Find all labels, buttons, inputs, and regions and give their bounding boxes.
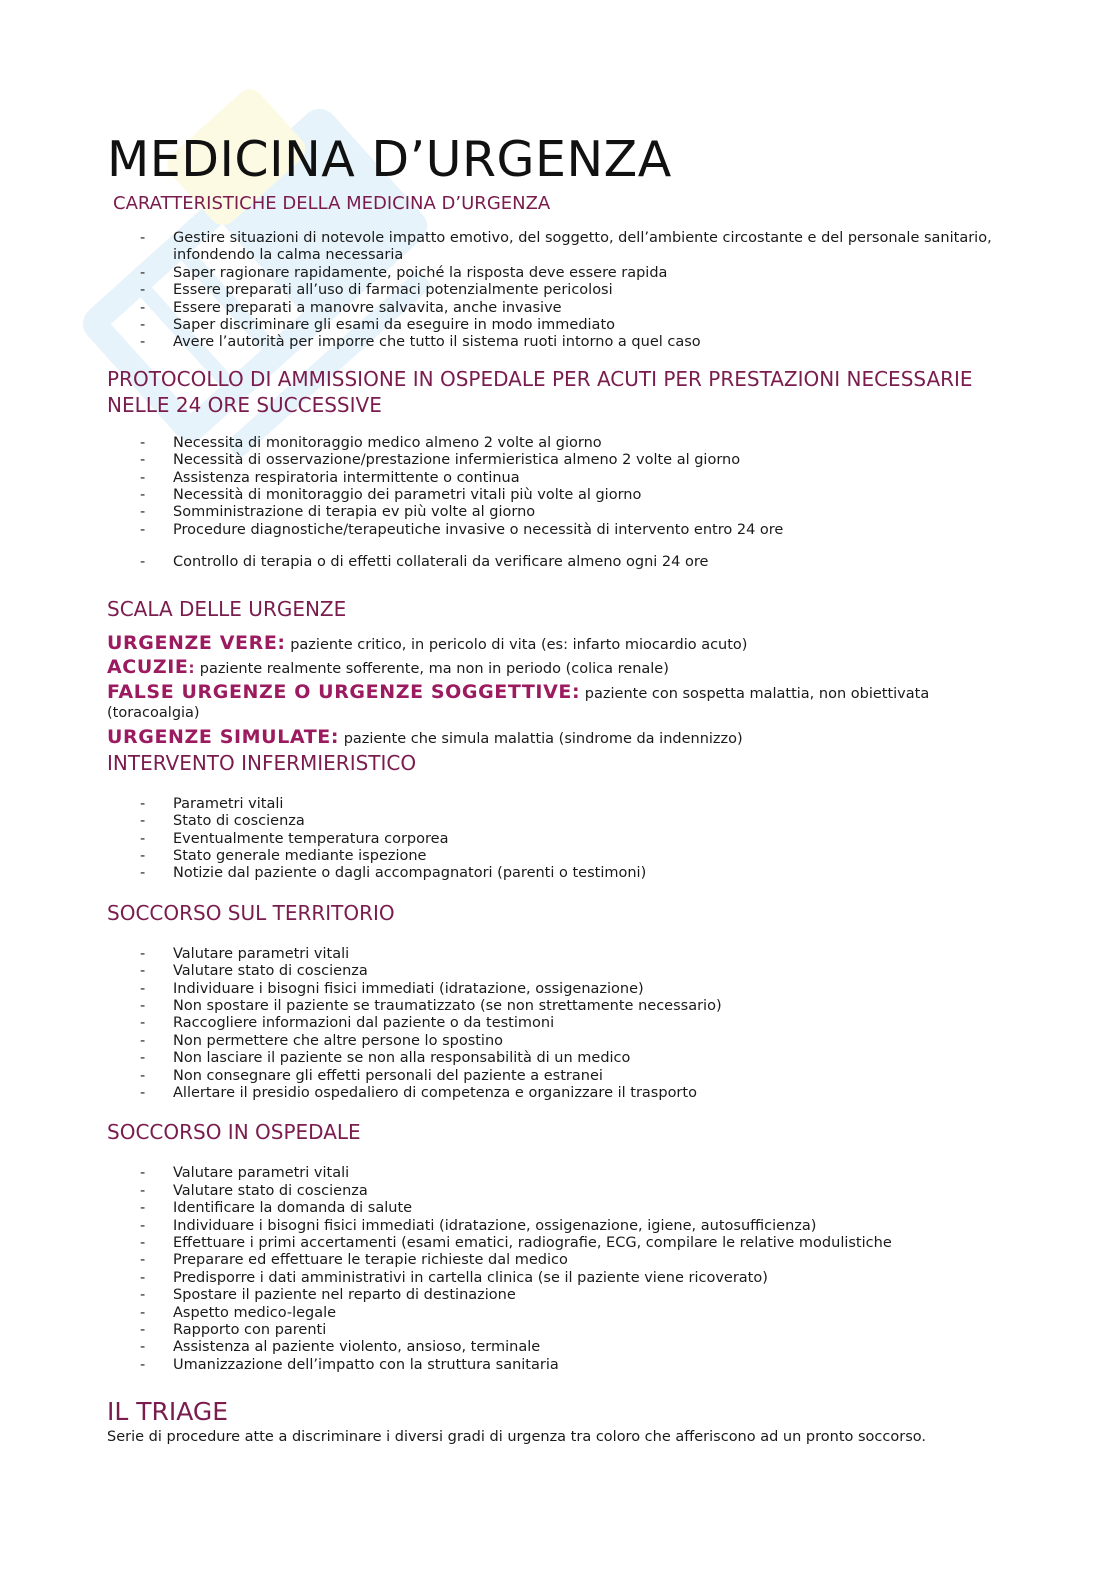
urgency-term: FALSE URGENZE O URGENZE SOGGETTIVE: [107,680,581,703]
list-item: - Stato di coscienza [173,813,1007,830]
urgency-entry-acuzie [107,656,1007,680]
list-territorio [107,946,1007,1103]
list-item: - Eventualmente temperatura corporea [173,831,1007,848]
section-heading-protocollo: PROTOCOLLO DI AMMISSIONE IN OSPEDALE PER ACUTI PER PRESTAZIONI NECESSARIE NELLE 24 ORE SUCCESSIVE [107,366,973,417]
list-item: - Gestire situazioni di notevole impatto emotivo, del soggetto, dell’ambiente circostante e del personale sanitario, infondendo la calma necessaria [173,230,1007,265]
section-heading-ospedale: SOCCORSO IN OSPEDALE [107,1120,361,1145]
list-item: - Somministrazione di terapia ev più volte al giorno [173,504,1007,521]
list-item: - Effettuare i primi accertamenti (esami ematici, radiografie, ECG, compilare le relative modulistiche [173,1235,1007,1252]
list-item: - Non permettere che altre persone lo spostino [173,1033,1007,1050]
list-item: - Valutare parametri vitali [173,1165,1007,1182]
list-item: - Avere l’autorità per imporre che tutto il sistema ruoti intorno a quel caso [173,334,1007,351]
list-item: - Controllo di terapia o di effetti collaterali da verificare almeno ogni 24 ore [173,554,1007,571]
list-item: - Assistenza respiratoria intermittente o continua [173,470,1007,487]
urgency-term: ACUZIE [107,655,189,678]
list-item: - Non spostare il paziente se traumatizzato (se non strettamente necessario) [173,998,1007,1015]
list-item: - Valutare parametri vitali [173,946,1007,963]
list-item: - Essere preparati all’uso di farmaci potenzialmente pericolosi [173,282,1007,299]
list-item: - Assistenza al paziente violento, ansioso, terminale [173,1339,1007,1356]
list-item: - Individuare i bisogni fisici immediati (idratazione, ossigenazione) [173,981,1007,998]
document-page [107,128,1007,1446]
list-item: - Stato generale mediante ispezione [173,848,1007,865]
urgency-entry-false [107,680,1007,723]
urgency-desc: paziente che simula malattia (sindrome da indennizzo) [343,730,743,747]
urgency-term-colon: : [188,658,196,677]
urgency-desc: paziente critico, in pericolo di vita (es: infarto miocardio acuto) [290,636,748,653]
list-item: - Saper discriminare gli esami da eseguire in modo immediato [173,317,1007,334]
section-heading-territorio: SOCCORSO SUL TERRITORIO [107,900,395,925]
urgency-scale [107,632,1007,750]
list-protocollo [107,435,1007,572]
list-item: - Saper ragionare rapidamente, poiché la risposta deve essere rapida [173,265,1007,282]
list-item: - Individuare i bisogni fisici immediati (idratazione, ossigenazione, igiene, autosufficienza) [173,1218,1007,1235]
list-item: - Predisporre i dati amministrativi in cartella clinica (se il paziente viene ricoverato) [173,1270,1007,1287]
list-item: - Identificare la domanda di salute [173,1200,1007,1217]
list-item: - Valutare stato di coscienza [173,1183,1007,1200]
document-title: MEDICINA D’URGENZA [107,131,672,188]
section-heading-scala: SCALA DELLE URGENZE [107,596,347,621]
list-item: - Umanizzazione dell’impatto con la struttura sanitaria [173,1357,1007,1374]
list-item: - Notizie dal paziente o dagli accompagnatori (parenti o testimoni) [173,865,1007,882]
list-item: - Non lasciare il paziente se non alla responsabilità di un medico [173,1050,1007,1067]
urgency-entry-simulate [107,726,1007,750]
urgency-term: URGENZE SIMULATE: [107,725,340,748]
list-item: - Raccogliere informazioni dal paziente o da testimoni [173,1015,1007,1032]
urgency-term: URGENZE VERE: [107,631,286,654]
list-item: - Parametri vitali [173,796,1007,813]
section-heading-triage: IL TRIAGE [107,1397,229,1427]
list-item: - Preparare ed effettuare le terapie richieste dal medico [173,1252,1007,1269]
section-heading-intervento: INTERVENTO INFERMIERISTICO [107,750,417,775]
list-item: - Necessità di monitoraggio dei parametri vitali più volte al giorno [173,487,1007,504]
list-item: - Necessità di osservazione/prestazione infermieristica almeno 2 volte al giorno [173,452,1007,469]
list-item: - Rapporto con parenti [173,1322,1007,1339]
triage-definition: Serie di procedure atte a discriminare i diversi gradi di urgenza tra coloro che afferiscono ad un pronto soccorso. [107,1429,926,1446]
list-intervento [107,796,1007,883]
section-heading-caratteristiche: CARATTERISTICHE DELLA MEDICINA D’URGENZA [113,193,551,214]
list-item: - Allertare il presidio ospedaliero di competenza e organizzare il trasporto [173,1085,1007,1102]
urgency-desc: paziente con sospetta malattia, non obiettivata (toracoalgia) [107,685,930,721]
list-caratteristiche [107,230,1007,352]
list-item: - Valutare stato di coscienza [173,963,1007,980]
list-item: - Essere preparati a manovre salvavita, anche invasive [173,300,1007,317]
list-ospedale [107,1165,1007,1374]
list-item: - Aspetto medico-legale [173,1305,1007,1322]
list-item: - Necessita di monitoraggio medico almeno 2 volte al giorno [173,435,1007,452]
urgency-entry-vere [107,632,1007,656]
list-item: - Spostare il paziente nel reparto di destinazione [173,1287,1007,1304]
urgency-desc: paziente realmente sofferente, ma non in periodo (colica renale) [199,660,669,677]
list-item: - Procedure diagnostiche/terapeutiche invasive o necessità di intervento entro 24 ore [173,522,1007,539]
list-item: - Non consegnare gli effetti personali del paziente a estranei [173,1068,1007,1085]
